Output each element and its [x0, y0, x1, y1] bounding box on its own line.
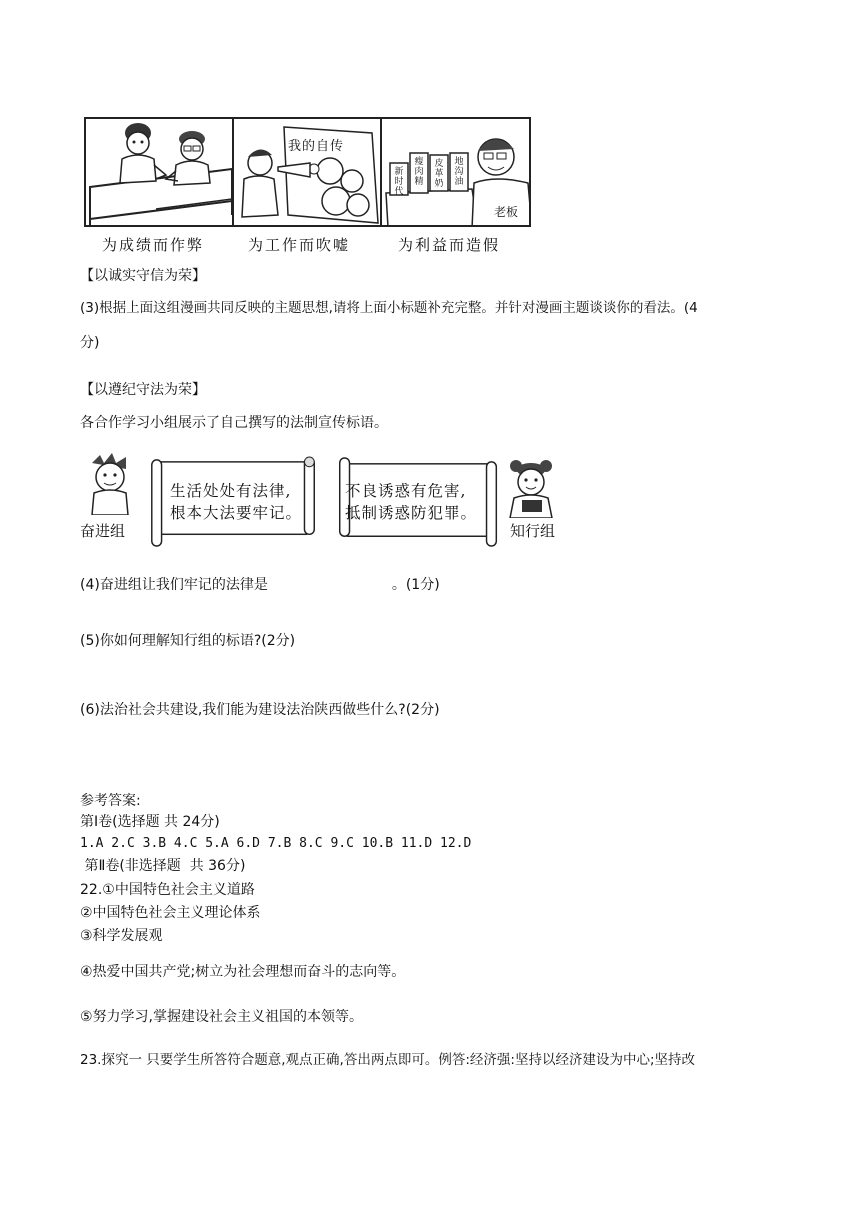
section-heading-law: 【以遵纪守法为荣】 [80, 382, 206, 398]
question-3-line-1: (3)根据上面这组漫画共同反映的主题思想,请将上面小标题补充完整。并针对漫画主题谈谈你的看法。(4 [80, 300, 698, 316]
autobiography-sign-text: 我的自传 [288, 139, 345, 154]
fenjin-group-label: 奋进组 [80, 522, 126, 540]
question-3-line-2: 分) [80, 335, 100, 351]
comic-panel-bragging [232, 117, 382, 227]
book-label-4: 地沟油 [454, 157, 464, 187]
zhixing-girl-illustration [500, 458, 564, 518]
answer-23: 23.探究一 只要学生所答符合题意,观点正确,答出两点即可。例答:经济强:坚持以经济建设为中心;坚持改 [80, 1052, 695, 1068]
answer-22-item-1: 22.①中国特色社会主义道路 [80, 882, 255, 898]
book-label-2: 瘦肉精 [414, 157, 424, 187]
question-5: (5)你如何理解知行组的标语?(2分) [80, 633, 296, 649]
comic-panel-fraud [380, 117, 531, 227]
section-2-intro: 各合作学习小组展示了自己撰写的法制宣传标语。 [80, 415, 388, 431]
caption-fraud: 为利益而造假 [398, 236, 501, 254]
answer-22-item-3: ③科学发展观 [80, 928, 163, 944]
caption-cheating: 为成绩而作弊 [102, 236, 205, 254]
answer-22-item-4: ④热爱中国共产党;树立为社会理想而奋斗的志向等。 [80, 964, 406, 980]
fenjin-slogan-line-1: 生活处处有法律, [170, 482, 292, 500]
zhixing-slogan-line-1: 不良诱惑有危害, [345, 482, 467, 500]
answers-part-2-title: 第Ⅱ卷(非选择题 共 36分) [80, 858, 246, 874]
cheating-illustration [86, 119, 234, 227]
caption-bragging: 为工作而吹嘘 [248, 236, 351, 254]
answer-22-item-2: ②中国特色社会主义理论体系 [80, 905, 261, 921]
comic-strip [84, 117, 531, 227]
question-6: (6)法治社会共建设,我们能为建设法治陕西做些什么?(2分) [80, 702, 440, 718]
boss-label: 老板 [494, 205, 519, 219]
fenjin-boy-illustration [82, 453, 142, 515]
question-4 [80, 575, 440, 595]
comic-panel-cheating [84, 117, 234, 227]
answer-22-item-5: ⑤努力学习,掌握建设社会主义祖国的本领等。 [80, 1009, 363, 1025]
answers-part-1-list: 1.A 2.C 3.B 4.C 5.A 6.D 7.B 8.C 9.C 10.B 11.D 12.D [80, 836, 472, 851]
section-heading-honesty: 【以诚实守信为荣】 [80, 268, 206, 284]
book-label-1: 新时代 [394, 167, 404, 197]
answers-part-1-title: 第Ⅰ卷(选择题 共 24分) [80, 814, 220, 830]
zhixing-slogan-line-2: 抵制诱惑防犯罪。 [345, 504, 478, 522]
zhixing-group-label: 知行组 [510, 522, 556, 540]
fenjin-slogan-line-2: 根本大法要牢记。 [170, 504, 303, 522]
question-4-suffix: 。(1分) [391, 577, 440, 593]
book-label-3: 皮革奶 [434, 159, 444, 189]
question-4-prefix: (4)奋进组让我们牢记的法律是 [80, 577, 268, 593]
answers-title: 参考答案: [80, 793, 141, 809]
